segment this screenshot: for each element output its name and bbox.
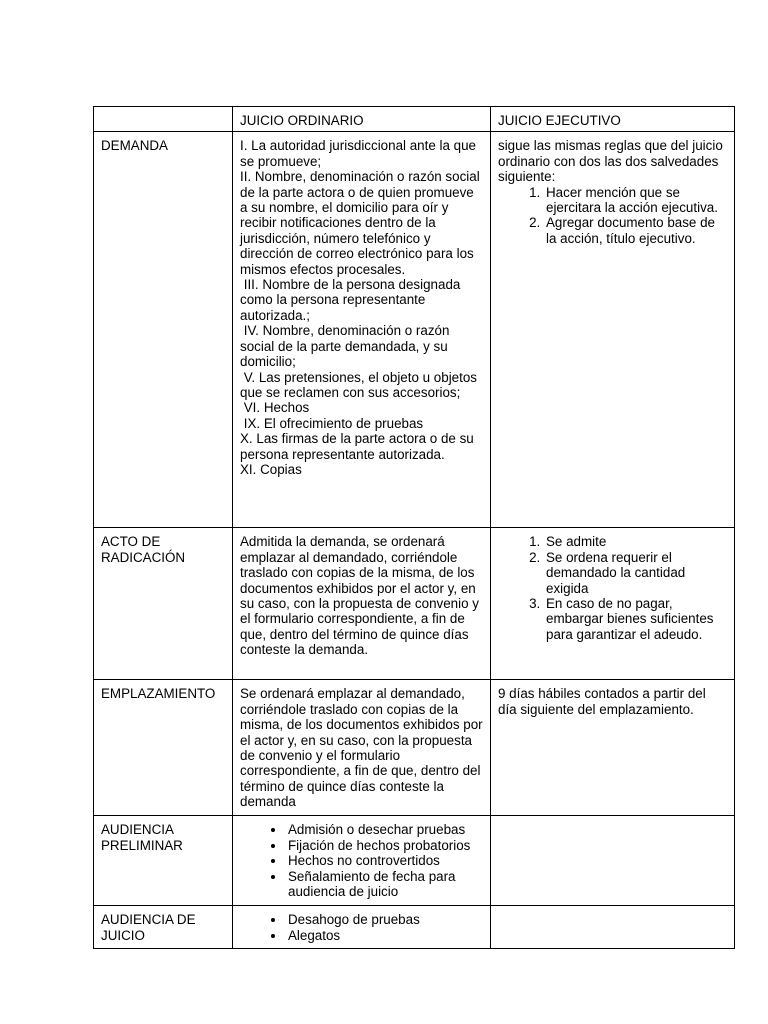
ejecutivo-numbered-list (498, 534, 728, 642)
row-label-audiencia-de-juicio: AUDIENCIA DE JUICIO (94, 906, 233, 949)
juicio-ordinario-cell (233, 906, 491, 949)
emplazamiento-ordinario-cell: Se ordenará emplazar al demandado, corriéndole traslado con copias de la misma, de los documentos exhibidos por el actor y, en su caso, con la propuesta de convenio y el formulario correspondiente, a fin de que, dentro del término de quince días conteste la demanda (233, 680, 491, 816)
emplazamiento-ejecutivo-cell: 9 días hábiles contados a partir del día siguiente del emplazamiento. (491, 680, 735, 816)
preliminar-ordinario-cell (233, 816, 491, 906)
list-item: 1. Se admite (544, 534, 728, 549)
ejecutivo-intro: sigue las mismas reglas que del juicio ordinario con dos las dos salvedades siguiente: (498, 138, 723, 185)
list-item: • Desahogo de pruebas (286, 912, 484, 927)
comparison-table (93, 106, 735, 949)
row-label-audiencia-preliminar: AUDIENCIA PRELIMINAR (94, 816, 233, 906)
demanda-ordinario-cell (233, 132, 491, 528)
table-row (94, 906, 735, 949)
list-item: • Alegatos (286, 928, 484, 943)
row-label-demanda: DEMANDA (94, 132, 233, 528)
list-item: • Fijación de hechos probatorios (286, 838, 484, 853)
requirement-line: V. Las pretensiones, el objeto u objetos que se reclamen con sus accesorios; (240, 369, 477, 400)
list-item: • Hechos no controvertidos (286, 853, 484, 868)
table-row (94, 816, 735, 906)
table-row (94, 132, 735, 528)
row-label-acto-de-radicacion: ACTO DE RADICACIÓN (94, 528, 233, 680)
header-row (94, 107, 735, 132)
radicacion-ejecutivo-cell (491, 528, 735, 680)
requirement-line: I. La autoridad jurisdiccional ante la que se promueve; (240, 138, 476, 169)
table-row (94, 680, 735, 816)
ejecutivo-numbered-list (498, 185, 728, 247)
list-item: • Admisión o desechar pruebas (286, 822, 484, 837)
list-item: 2. Agregar documento base de la acción, título ejecutivo. (544, 215, 728, 246)
requirement-line: XI. Copias (240, 461, 302, 477)
requirement-line: IV. Nombre, denominación o razón social de la parte demandada, y su domicilio; (240, 323, 450, 370)
header-blank-cell (94, 107, 233, 132)
table-row (94, 528, 735, 680)
requirement-line: X. Las firmas de la parte actora o de su persona representante autorizada. (240, 431, 474, 462)
list-item: 2. Se ordena requerir el demandado la cantidad exigida (544, 550, 728, 596)
radicacion-ordinario-cell: Admitida la demanda, se ordenará emplazar al demandado, corriéndole traslado con copias de la misma, de los documentos exhibidos por el actor y, en su caso, con la propuesta de convenio y el formulario correspondiente, a fin de que, dentro del término de quince días conteste la demanda. (233, 528, 491, 680)
row-label-emplazamiento: EMPLAZAMIENTO (94, 680, 233, 816)
bullet-list (240, 912, 484, 943)
requirement-line: VI. Hechos (240, 400, 310, 416)
demanda-ejecutivo-cell (491, 132, 735, 528)
preliminar-ejecutivo-cell (491, 816, 735, 906)
requirement-line: III. Nombre de la persona designada como la persona representante autorizada.; (240, 277, 461, 323)
list-item: 3. En caso de no pagar, embargar bienes suficientes para garantizar el adeudo. (544, 596, 728, 642)
list-item: 1. Hacer mención que se ejercitara la acción ejecutiva. (544, 185, 728, 216)
header-juicio-ejecutivo: JUICIO EJECUTIVO (491, 107, 735, 132)
requirement-line: II. Nombre, denominación o razón social de la parte actora o de quien promueve a su nombre, el domicilio para oír y recibir notificaciones dentro de la jurisdicción, número telefónico y dirección de correo electrónico para los mismos efectos procesales. (240, 169, 480, 277)
bullet-list (240, 822, 484, 899)
juicio-ejecutivo-cell (491, 906, 735, 949)
requirement-line: IX. El ofrecimiento de pruebas (240, 415, 424, 431)
header-juicio-ordinario: JUICIO ORDINARIO (233, 107, 491, 132)
list-item: • Señalamiento de fecha para audiencia de juicio (286, 869, 484, 900)
